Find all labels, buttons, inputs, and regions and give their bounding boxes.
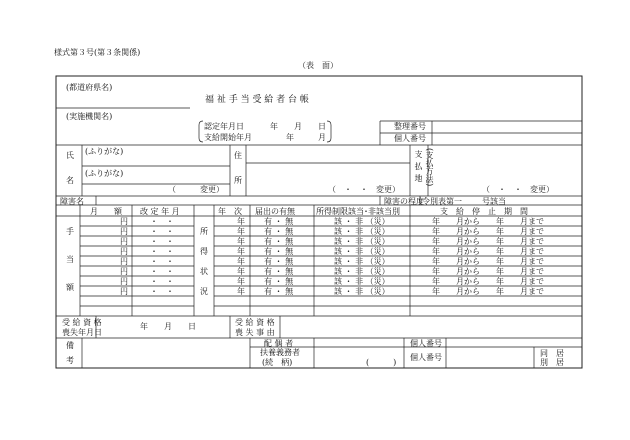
suspension-period-header: 支 給 停 止 期 間 <box>440 207 528 216</box>
agency-label: (実施機関名) <box>66 112 113 121</box>
income-limit-cell[interactable]: 該 ・ 非 （災） <box>334 237 390 246</box>
income-limit-cell[interactable]: 該 ・ 非 （災） <box>334 277 390 286</box>
filing-cell[interactable]: 有 ・ 無 <box>264 267 294 276</box>
revision-date-cell[interactable]: ・ ・ <box>150 247 174 256</box>
name-label-2: 名 <box>66 176 74 185</box>
income-year-cell[interactable]: 年 <box>237 237 245 246</box>
revision-date-cell[interactable]: ・ ・ <box>150 277 174 286</box>
revision-date-cell[interactable]: ・ ・ <box>150 287 174 296</box>
certification-date-field[interactable]: 年 月 日 <box>270 122 326 131</box>
yen-unit[interactable]: 円 <box>120 237 128 246</box>
suspension-to-cell[interactable]: 年 月まで <box>496 227 544 236</box>
yen-unit[interactable]: 円 <box>120 277 128 286</box>
allowance-side-char-2: 当 <box>66 255 74 264</box>
income-limit-cell[interactable]: 該 ・ 非 （災） <box>334 227 390 236</box>
certification-date-label: 認定年月日 <box>204 122 244 131</box>
payment-method-label: (支払方法) <box>425 148 434 187</box>
yen-unit[interactable]: 円 <box>120 267 128 276</box>
suspension-to-cell[interactable]: 年 月まで <box>496 277 544 286</box>
income-year-cell[interactable]: 年 <box>237 287 245 296</box>
revision-date-cell[interactable]: ・ ・ <box>150 237 174 246</box>
loss-reason-label-2: 喪 失 事 由 <box>235 328 275 337</box>
suspension-to-cell[interactable]: 年 月まで <box>496 287 544 296</box>
dependent-label: 扶養義務者 <box>260 348 300 357</box>
filing-cell[interactable]: 有 ・ 無 <box>264 227 294 236</box>
yen-unit[interactable]: 円 <box>120 247 128 256</box>
yen-unit[interactable]: 円 <box>120 257 128 266</box>
form-number-label: 様式第３号(第３条関係) <box>54 48 141 57</box>
suspension-from-cell[interactable]: 年 月から <box>432 227 480 236</box>
suspension-from-cell[interactable]: 年 月から <box>432 287 480 296</box>
yen-unit[interactable]: 円 <box>120 217 128 226</box>
suspension-to-cell[interactable]: 年 月まで <box>496 267 544 276</box>
income-limit-cell[interactable]: 該 ・ 非 （災） <box>334 267 390 276</box>
revision-date-cell[interactable]: ・ ・ <box>150 217 174 226</box>
income-year-cell[interactable]: 年 <box>237 257 245 266</box>
suspension-to-cell[interactable]: 年 月まで <box>496 237 544 246</box>
payment-start-label: 支給開始年月 <box>204 133 252 142</box>
ordinance-suffix: 号該当 <box>482 197 506 206</box>
loss-reason-label-1: 受 給 資 格 <box>235 318 275 327</box>
filing-cell[interactable]: 有 ・ 無 <box>264 237 294 246</box>
relation-field[interactable]: ( ) <box>366 358 397 367</box>
income-year-cell[interactable]: 年 <box>237 217 245 226</box>
payment-place-label: 支払地 <box>414 150 423 186</box>
remarks-label-2: 考 <box>66 356 74 365</box>
suspension-to-cell[interactable]: 年 月まで <box>496 217 544 226</box>
income-side-char-3: 状 <box>200 267 208 276</box>
filing-cell[interactable]: 有 ・ 無 <box>264 257 294 266</box>
dependent-personal-number-label: 個人番号 <box>410 353 442 362</box>
address-change-note: （ ・ ・ 変更） <box>328 185 400 194</box>
cohabit-label[interactable]: 同 居 <box>540 349 564 358</box>
suspension-from-cell[interactable]: 年 月から <box>432 267 480 276</box>
suspension-from-cell[interactable]: 年 月から <box>432 247 480 256</box>
suspension-from-cell[interactable]: 年 月から <box>432 237 480 246</box>
allowance-side-char-3: 額 <box>66 283 74 292</box>
separate-label[interactable]: 別 居 <box>540 358 564 367</box>
income-year-cell[interactable]: 年 <box>237 267 245 276</box>
address-label-1: 住 <box>234 151 242 160</box>
spouse-personal-number-label: 個人番号 <box>410 339 442 348</box>
income-limit-cell[interactable]: 該 ・ 非 （災） <box>334 247 390 256</box>
remarks-label-1: 備 <box>66 341 74 350</box>
suspension-from-cell[interactable]: 年 月から <box>432 217 480 226</box>
reference-number-label: 整理番号 <box>394 122 426 131</box>
income-limit-cell[interactable]: 該 ・ 非 （災） <box>334 287 390 296</box>
filing-cell[interactable]: 有 ・ 無 <box>264 217 294 226</box>
income-year-header: 年 次 <box>218 207 242 216</box>
disability-degree-label: 障害の程度 <box>384 197 424 206</box>
payment-start-field[interactable]: 年 月 <box>286 133 326 142</box>
filing-cell[interactable]: 有 ・ 無 <box>264 247 294 256</box>
income-year-cell[interactable]: 年 <box>237 247 245 256</box>
prefecture-label: (都道府県名) <box>66 83 113 92</box>
income-side-char-2: 得 <box>200 247 208 256</box>
yen-unit[interactable]: 円 <box>120 227 128 236</box>
income-limit-header: 所得制限該当･非該当別 <box>316 207 400 216</box>
income-limit-cell[interactable]: 該 ・ 非 （災） <box>334 257 390 266</box>
filing-header: 届出の有無 <box>255 207 295 216</box>
spouse-label: 配 偶 者 <box>264 339 294 348</box>
revision-date-cell[interactable]: ・ ・ <box>150 267 174 276</box>
front-side-label: （表 面） <box>298 61 338 70</box>
monthly-amount-header: 月 額 <box>90 207 122 216</box>
suspension-to-cell[interactable]: 年 月まで <box>496 247 544 256</box>
revision-date-cell[interactable]: ・ ・ <box>150 257 174 266</box>
income-side-char-4: 況 <box>200 287 208 296</box>
furigana-label-1: (ふりがな) <box>85 147 124 156</box>
income-limit-cell[interactable]: 該 ・ 非 （災） <box>334 217 390 226</box>
qualification-loss-date[interactable]: 年 月 日 <box>140 322 196 331</box>
allowance-side-char-1: 手 <box>66 227 74 236</box>
income-year-cell[interactable]: 年 <box>237 277 245 286</box>
suspension-from-cell[interactable]: 年 月から <box>432 277 480 286</box>
yen-unit[interactable]: 円 <box>120 287 128 296</box>
name-change-note: （ 変更） <box>168 185 224 194</box>
filing-cell[interactable]: 有 ・ 無 <box>264 277 294 286</box>
filing-cell[interactable]: 有 ・ 無 <box>264 287 294 296</box>
ledger-title: 福 祉 手 当 受 給 者 台 帳 <box>205 95 309 105</box>
qualification-loss-label-1: 受 給 資 格 <box>62 318 102 327</box>
revision-date-header: 改 定 年 月 <box>140 207 180 216</box>
income-year-cell[interactable]: 年 <box>237 227 245 236</box>
qualification-loss-label-2: 喪失年月日 <box>62 328 102 337</box>
disability-name-label: 障害名 <box>60 197 84 206</box>
ordinance-table-label: 令別表第一 <box>422 197 462 206</box>
address-label-2: 所 <box>234 176 242 185</box>
payment-change-note: （ ・ ・ 変更） <box>482 185 554 194</box>
relation-label: (続 柄) <box>262 358 293 367</box>
suspension-from-cell[interactable]: 年 月から <box>432 257 480 266</box>
suspension-to-cell[interactable]: 年 月まで <box>496 257 544 266</box>
revision-date-cell[interactable]: ・ ・ <box>150 227 174 236</box>
personal-number-label: 個人番号 <box>394 134 426 143</box>
name-label-1: 氏 <box>66 151 74 160</box>
furigana-label-2: (ふりがな) <box>85 169 124 178</box>
income-side-char-1: 所 <box>200 227 208 236</box>
